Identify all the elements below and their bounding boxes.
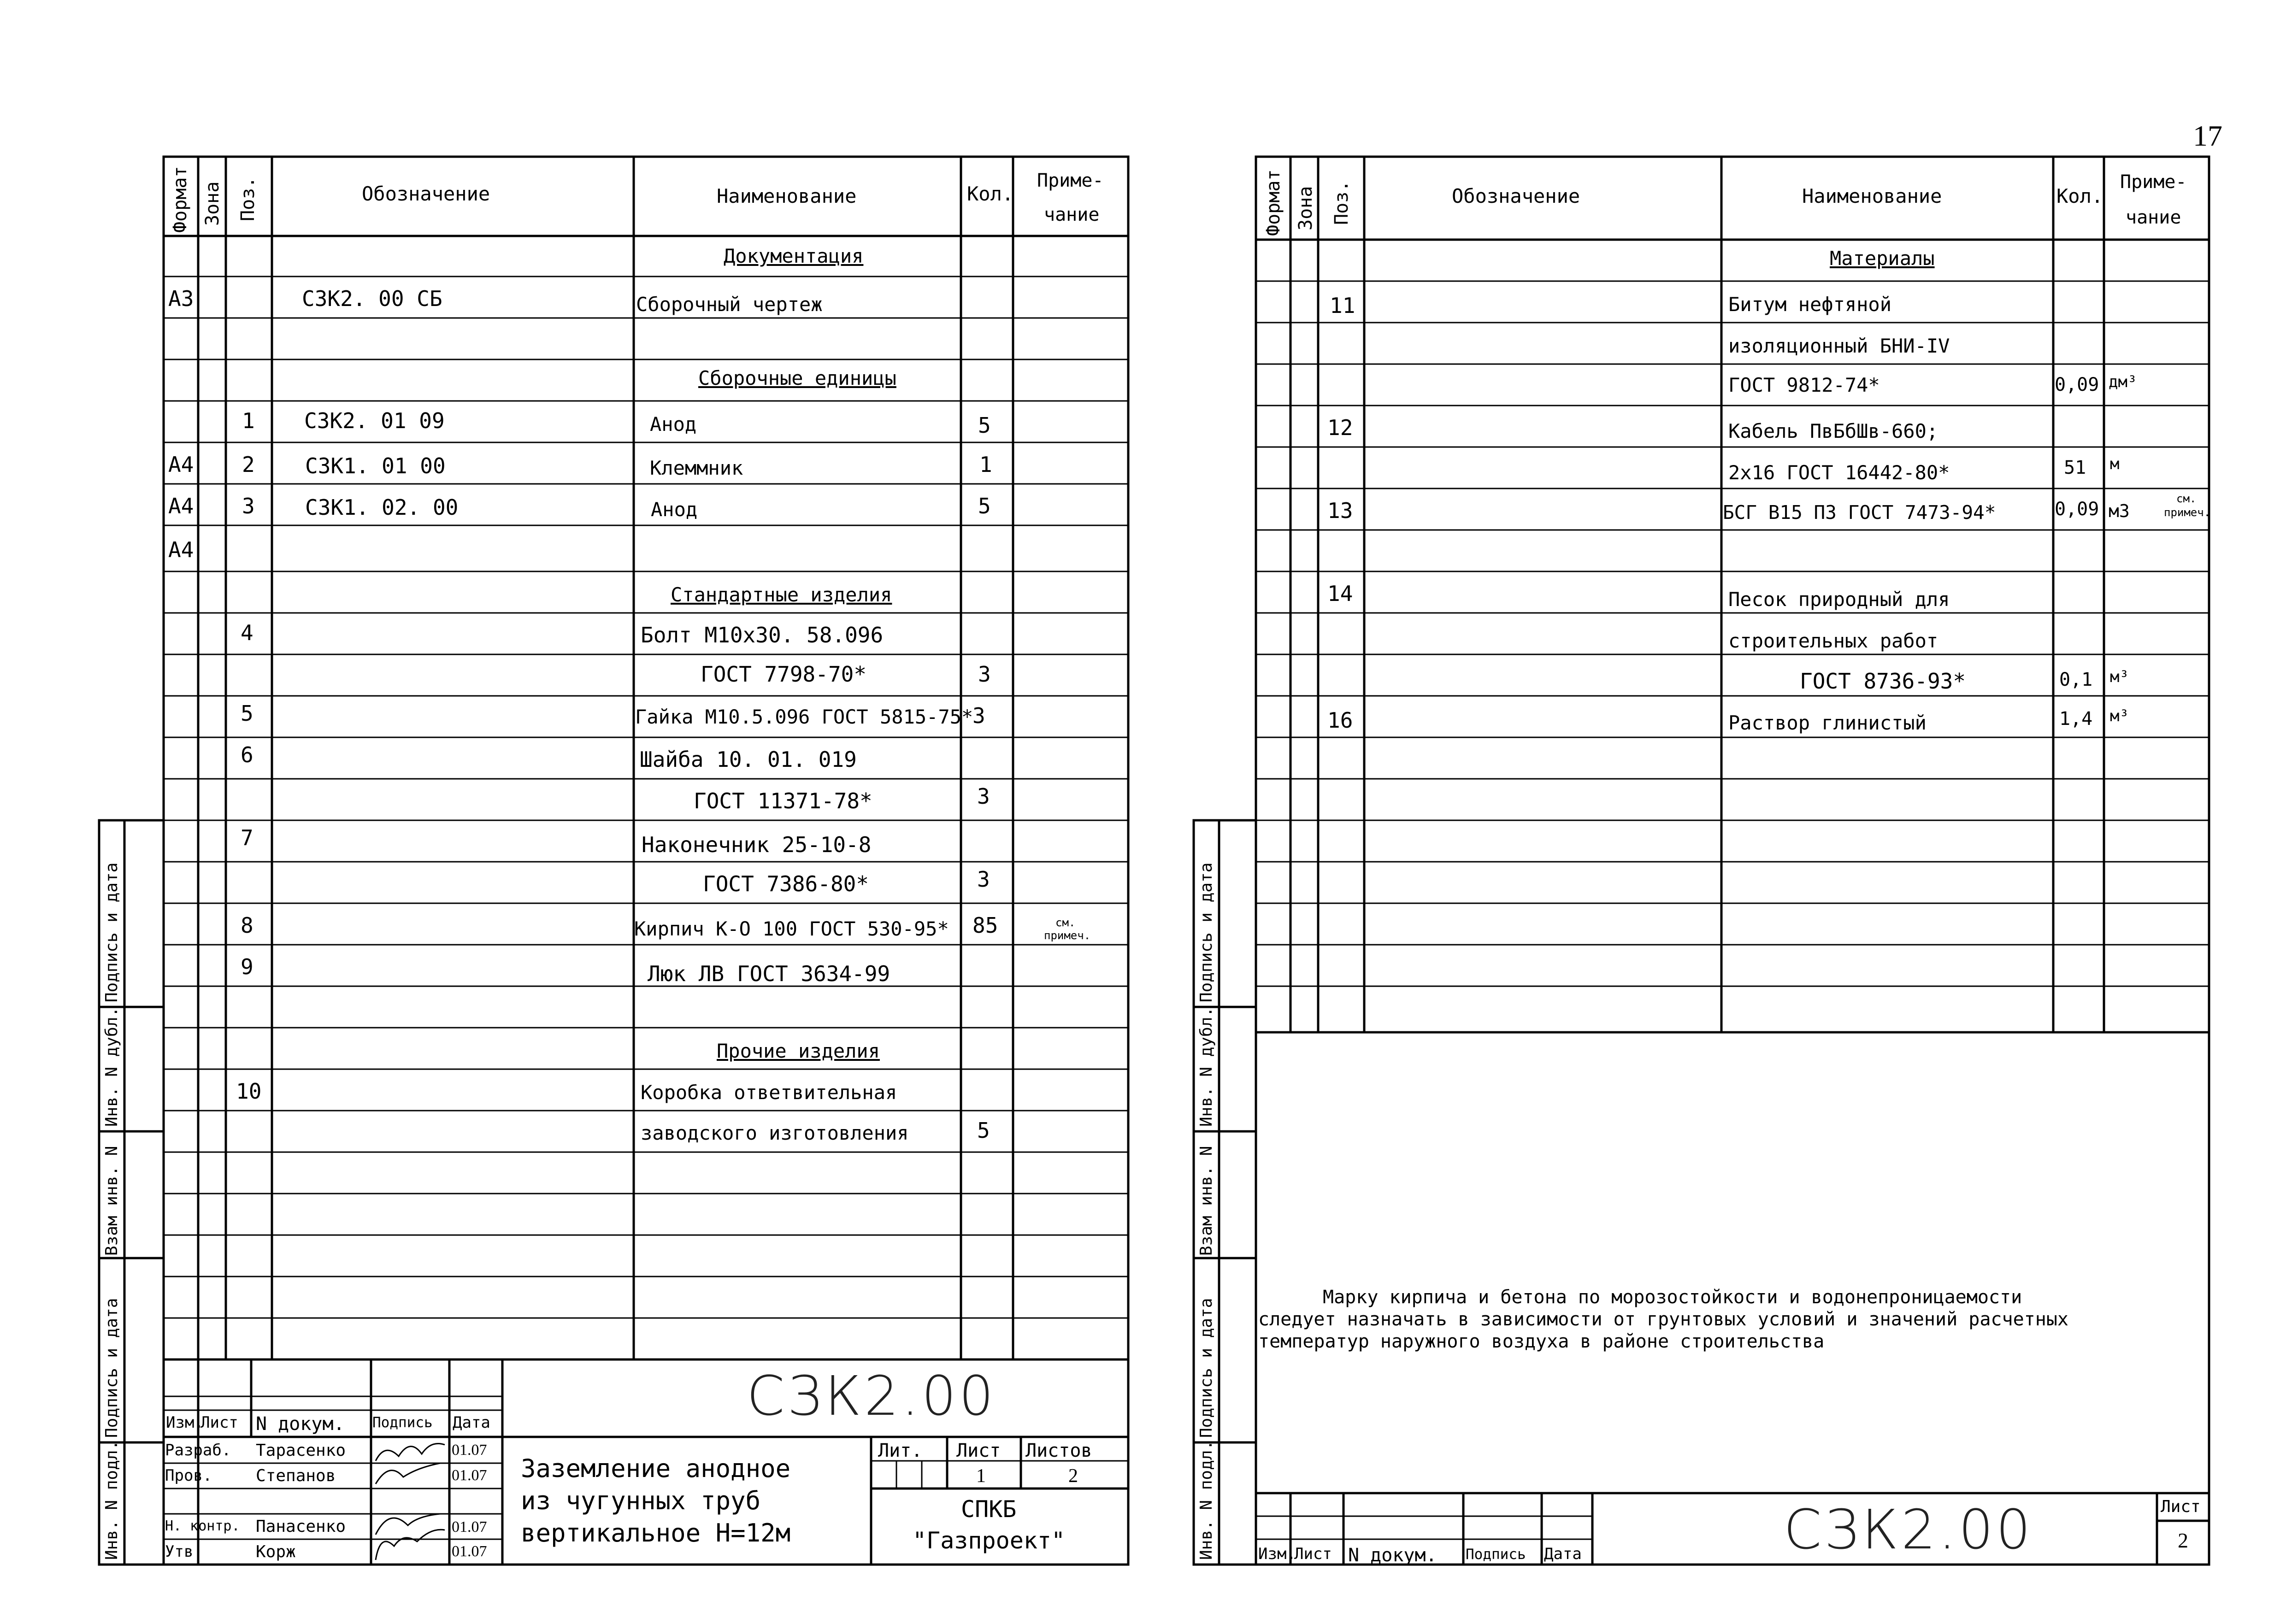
page-number: 17 [2193, 119, 2222, 152]
tb-role-1: Разраб. [165, 1441, 231, 1459]
tb-date-4: 01.07 [452, 1518, 487, 1536]
r-header-pos: Поз. [1331, 180, 1352, 225]
tb-col-ndoc: N докум. [256, 1413, 345, 1435]
row13-note-2: примеч. [2164, 506, 2211, 519]
section-assembly: Сборочные единицы [698, 367, 896, 389]
section-documentation: Документация [724, 245, 864, 267]
row9-pos: 9 [241, 954, 253, 979]
row11-qty: 0,09 [2055, 374, 2099, 395]
row14-name: Песок природный для [1728, 588, 1950, 611]
tb-sheet-value: 1 [976, 1465, 986, 1487]
tb-role-2: Пров. [165, 1466, 212, 1485]
row13-qty: 0,09 [2055, 499, 2099, 520]
tb-org-1: СПКБ [961, 1496, 1017, 1523]
side-inv-dup: Инв. N дубл. [102, 1006, 121, 1127]
row-doc-designation: СЗК2. 00 СБ [302, 286, 442, 311]
row13-name: БСГ В15 П3 ГОСТ 7473-94* [1723, 501, 1996, 524]
r-header-note-2: чание [2126, 207, 2181, 228]
row1-pos: 1 [242, 408, 255, 433]
row13-note-1: см. [2176, 492, 2197, 505]
row16-pos: 16 [1327, 708, 1353, 733]
row14-pos: 14 [1327, 581, 1353, 606]
row12-name: Кабель ПвБбШв-660; [1728, 420, 1938, 442]
r-tb-col-date: Дата [1544, 1545, 1582, 1563]
r-header-name: Наименование [1802, 185, 1942, 207]
row5-pos: 5 [241, 701, 253, 726]
row8-name: Кирпич К-О 100 ГОСТ 530-95* [634, 918, 949, 940]
row4-pos: 4 [241, 620, 253, 645]
tb-sheet-label: Лист [956, 1440, 1001, 1461]
row6-qty: 3 [977, 784, 990, 809]
header-name: Наименование [717, 185, 857, 207]
row1-name: Анод [650, 413, 697, 435]
row12-pos: 12 [1327, 415, 1353, 440]
r-tb-col-sign: Подпись [1466, 1546, 1526, 1563]
row4-name: Болт М10х30. 58.096 [641, 623, 884, 647]
row14-qty: 0,1 [2059, 669, 2093, 690]
r-tb-col-ndoc: N докум. [1348, 1545, 1437, 1566]
tb-lit-label: Лит. [878, 1440, 923, 1461]
row2-pos: 2 [242, 452, 255, 477]
row8-note-2: примеч. [1044, 929, 1091, 942]
row11-name2: изоляционный БНИ-IV [1728, 335, 1950, 357]
note-line-3: температур наружного воздуха в районе строительства [1258, 1331, 1825, 1352]
tb-name-1: Тарасенко [256, 1441, 346, 1460]
tb-col-date: Дата [453, 1413, 490, 1432]
header-qty: Кол. [967, 182, 1014, 205]
row16-qty: 1,4 [2059, 708, 2093, 730]
tb-date-2: 01.07 [452, 1467, 487, 1484]
row-empty-format: А4 [168, 537, 194, 562]
row2-name: Клеммник [650, 457, 743, 479]
tb-name-2: Степанов [256, 1466, 336, 1485]
row6-name2: ГОСТ 11371-78* [694, 788, 872, 813]
r-side-signature-date-bottom: Подпись и дата [1197, 1298, 1216, 1438]
title-code: СЗК2.00 [747, 1364, 996, 1428]
row7-pos: 7 [241, 825, 253, 850]
row16-name: Раствор глинистый [1728, 712, 1927, 734]
row6-name: Шайба 10. 01. 019 [640, 747, 857, 772]
row2-designation: СЗК1. 01 00 [305, 453, 446, 478]
side-inv-orig: Инв. N подл. [102, 1440, 121, 1560]
r-tb-sheet-label: Лист [2161, 1497, 2201, 1516]
row-doc-format: А3 [168, 286, 194, 311]
tb-col-sign: Подпись [372, 1414, 433, 1431]
row10-name2: заводского изготовления [641, 1122, 909, 1144]
header-designation: Обозначение [362, 182, 490, 205]
side-mutual-inv: Взам инв. N [102, 1146, 121, 1256]
row12-unit: м [2110, 455, 2120, 473]
row3-qty: 5 [978, 494, 991, 518]
section-standard: Стандартные изделия [671, 583, 892, 606]
r-tb-col-izm: Изм. [1258, 1545, 1296, 1563]
row3-format: А4 [168, 494, 194, 518]
side-signature-date-bottom: Подпись и дата [102, 1298, 121, 1438]
tb-name-5: Корж [256, 1542, 296, 1561]
section-other: Прочие изделия [717, 1040, 880, 1062]
r-header-qty: Кол. [2056, 185, 2103, 207]
tb-sheets-value: 2 [1068, 1465, 1078, 1487]
tb-title-1: Заземление анодное [521, 1454, 791, 1483]
r-side-inv-dup: Инв. N дубл. [1197, 1006, 1216, 1127]
tb-date-1: 01.07 [452, 1442, 487, 1459]
r-side-inv-orig: Инв. N подл. [1197, 1440, 1216, 1560]
header-zone: Зона [202, 181, 223, 226]
row11-unit: дм³ [2109, 373, 2137, 391]
row11-name3: ГОСТ 9812-74* [1728, 374, 1880, 396]
header-format: Формат [170, 166, 191, 233]
header-pos: Поз. [237, 177, 259, 221]
row14-name2: строительных работ [1728, 630, 1938, 652]
row5-name: Гайка М10.5.096 ГОСТ 5815-75* [635, 706, 973, 728]
tb-sheets-label: Листов [1025, 1440, 1092, 1461]
row2-format: А4 [168, 452, 194, 477]
tb-org-2: "Газпроект" [913, 1527, 1066, 1554]
row16-unit: м³ [2110, 707, 2129, 725]
row8-qty: 85 [972, 913, 998, 938]
row12-name2: 2х16 ГОСТ 16442-80* [1728, 461, 1950, 484]
r-tb-sheet-value: 2 [2178, 1529, 2188, 1552]
row6-pos: 6 [241, 742, 253, 767]
side-signature-date-top: Подпись и дата [102, 862, 121, 1002]
r-header-designation: Обозначение [1452, 185, 1580, 207]
r-tb-col-list: Лист [1294, 1545, 1332, 1563]
row13-pos: 13 [1327, 498, 1353, 523]
row10-name: Коробка ответвительная [641, 1081, 897, 1104]
row9-name: Люк ЛВ ГОСТ 3634-99 [648, 961, 890, 986]
row1-qty: 5 [978, 413, 991, 438]
row14-name3: ГОСТ 8736-93* [1800, 669, 1966, 694]
tb-col-list: Лист [200, 1413, 238, 1432]
row10-qty: 5 [977, 1118, 990, 1143]
tb-col-izm: Изм. [166, 1413, 204, 1432]
r-header-zone: Зона [1295, 186, 1316, 230]
row4-name2: ГОСТ 7798-70* [701, 662, 867, 687]
header-note-2: чание [1044, 204, 1100, 225]
row10-pos: 10 [236, 1079, 262, 1104]
row8-note-1: см. [1055, 916, 1076, 929]
tb-title-2: из чугунных труб [521, 1486, 761, 1515]
row3-name: Анод [651, 498, 698, 521]
note-line-2: следует назначать в зависимости от грунтовых условий и значений расчетных [1258, 1309, 2068, 1330]
row1-designation: СЗК2. 01 09 [304, 408, 445, 433]
row5-qty: 3 [972, 703, 985, 728]
row7-name2: ГОСТ 7386-80* [703, 871, 869, 896]
tb-title-3: вертикальное Н=12м [521, 1518, 791, 1548]
r-header-note-1: Приме- [2120, 171, 2187, 193]
tb-role-5: Утв. [165, 1542, 203, 1561]
section-materials: Материалы [1830, 247, 1935, 270]
tb-name-4: Панасенко [256, 1517, 346, 1536]
row14-unit: м³ [2110, 668, 2129, 686]
r-header-format: Формат [1263, 169, 1284, 236]
row12-qty: 51 [2064, 457, 2086, 478]
row13-unit: м3 [2109, 501, 2130, 521]
row3-pos: 3 [242, 494, 255, 518]
row2-qty: 1 [979, 452, 992, 477]
row7-qty: 3 [977, 867, 990, 892]
row-doc-name: Сборочный чертеж [636, 293, 823, 316]
header-note-1: Приме- [1037, 170, 1104, 191]
tb-role-4: Н. контр. [165, 1518, 240, 1534]
row3-designation: СЗК1. 02. 00 [305, 495, 459, 520]
tb-date-5: 01.07 [452, 1543, 487, 1560]
r-title-code: СЗК2.00 [1784, 1498, 2033, 1561]
row11-pos: 11 [1330, 293, 1355, 318]
row11-name: Битум нефтяной [1728, 293, 1892, 316]
r-side-signature-date-top: Подпись и дата [1197, 862, 1216, 1002]
row4-qty: 3 [978, 662, 991, 687]
note-line-1: Марку кирпича и бетона по морозостойкости и водонепроницаемости [1323, 1287, 2022, 1308]
row8-pos: 8 [241, 913, 253, 938]
row7-name: Наконечник 25-10-8 [642, 832, 872, 857]
r-side-mutual-inv: Взам инв. N [1197, 1146, 1216, 1256]
